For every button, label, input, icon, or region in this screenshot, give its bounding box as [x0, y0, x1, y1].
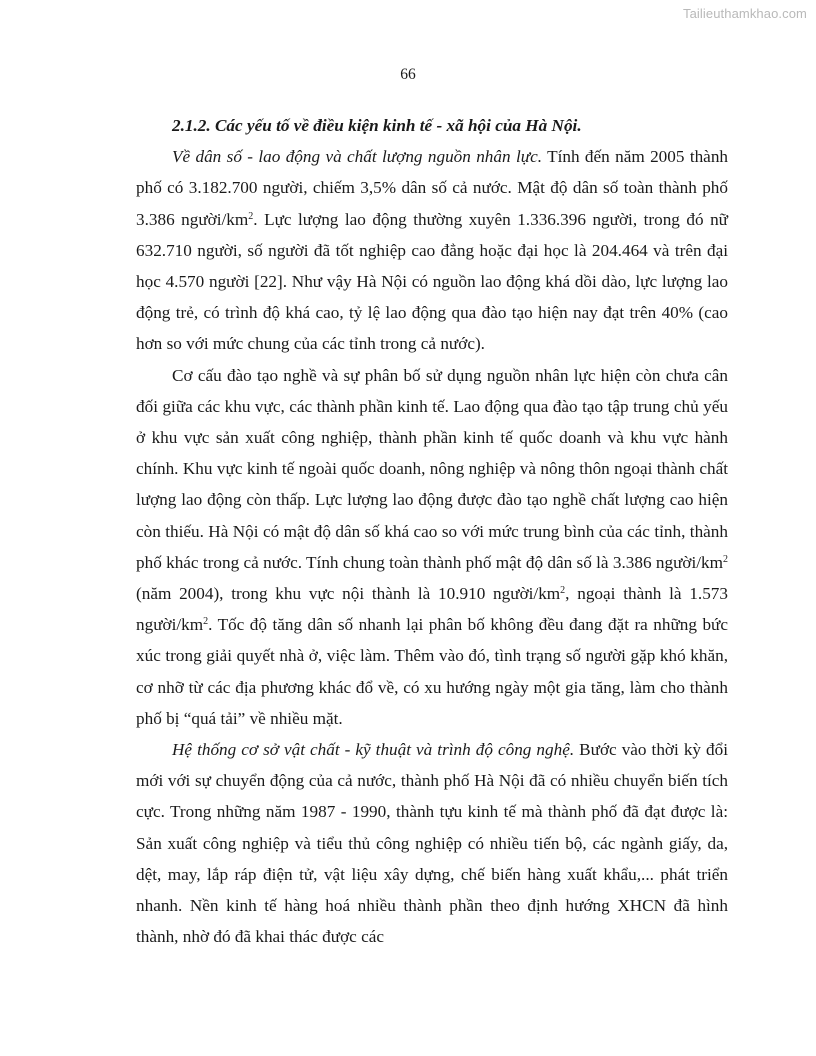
paragraph-text: . Tốc độ tăng dân số nhanh lại phân bố không đều đang đặt ra những bức xúc trong giải quyết nhà ở, việc làm. Thêm vào đó, tình trạng số người gặp khó khăn, cơ nhỡ từ các địa phương khác đổ về, có xu hướng ngày một gia tăng, làm cho thành phố bị “quá tải” về nhiều mặt. [136, 615, 728, 728]
superscript: 2 [203, 616, 209, 628]
page-number: 66 [400, 66, 416, 83]
superscript: 2 [723, 553, 728, 565]
paragraph-text: (năm 2004), trong khu vực nội thành là 10.910 người/km [136, 584, 561, 604]
paragraph-population [136, 141, 728, 359]
paragraph-lead: Về dân số - lao động và chất lượng nguồn nhân lực. [172, 147, 543, 167]
watermark: Tailieuthamkhao.com [682, 6, 807, 21]
paragraph-training [136, 360, 728, 734]
section-heading: 2.1.2. Các yếu tố về điều kiện kinh tế - xã hội của Hà Nội. [172, 116, 582, 135]
paragraph-lead: Hệ thống cơ sở vật chất - kỹ thuật và trình độ công nghệ. [172, 740, 575, 760]
paragraph-text: Bước vào thời kỳ đổi mới với sự chuyển động của cả nước, thành phố Hà Nội đã có nhiều chuyển biến tích cực. Trong những năm 1987 - 1990, thành tựu kinh tế mà thành phố đã đạt được là: Sản xuất công nghiệp và tiểu thủ công nghiệp có nhiều tiến bộ, các ngành giấy, da, dệt, may, lắp ráp điện tử, vật liệu xây dựng, chế biến hàng xuất khẩu,... phát triển nhanh. Nền kinh tế hàng hoá nhiều thành phần theo định hướng XHCN đã hình thành, nhờ đó đã khai thác được các [136, 740, 728, 947]
document-body [136, 110, 728, 952]
paragraph-text: , ngoại thành là 1.573 người/km [136, 584, 728, 635]
paragraph-text: . Lực lượng lao động thường xuyên 1.336.396 người, trong đó nữ 632.710 người, số người đã tốt nghiệp cao đẳng hoặc đại học là 204.464 và trên đại học 4.570 người [22]. Như vậy Hà Nội có nguồn lao động khá dồi dào, lực lượng lao động trẻ, có trình độ khá cao, tỷ lệ lao động qua đào tạo hiện nay đạt trên 40% (cao hơn so với mức chung của các tỉnh trong cả nước). [136, 209, 728, 354]
superscript: 2 [248, 210, 254, 222]
paragraph-text: Cơ cấu đào tạo nghề và sự phân bố sử dụng nguồn nhân lực hiện còn chưa cân đối giữa các khu vực, các thành phần kinh tế. Lao động qua đào tạo tập trung chủ yếu ở khu vực sản xuất công nghiệp, thành phần kinh tế quốc doanh và khu vực hành chính. Khu vực kinh tế ngoài quốc doanh, nông nghiệp và nông thôn ngoại thành chất lượng lao động còn thấp. Lực lượng lao động được đào tạo nghề chất lượng cao hiện còn thiếu. Hà Nội có mật độ dân số khá cao so với mức trung bình của các tỉnh, thành phố khác trong cả nước. Tính chung toàn thành phố mật độ dân số là 3.386 người/km [136, 365, 728, 572]
paragraph-infrastructure [136, 734, 728, 952]
superscript: 2 [560, 585, 566, 597]
paragraph-text: Tính đến năm 2005 thành phố có 3.182.700 người, chiếm 3,5% dân số cả nước. Mật độ dân số toàn thành phố 3.386 người/km [136, 147, 729, 229]
